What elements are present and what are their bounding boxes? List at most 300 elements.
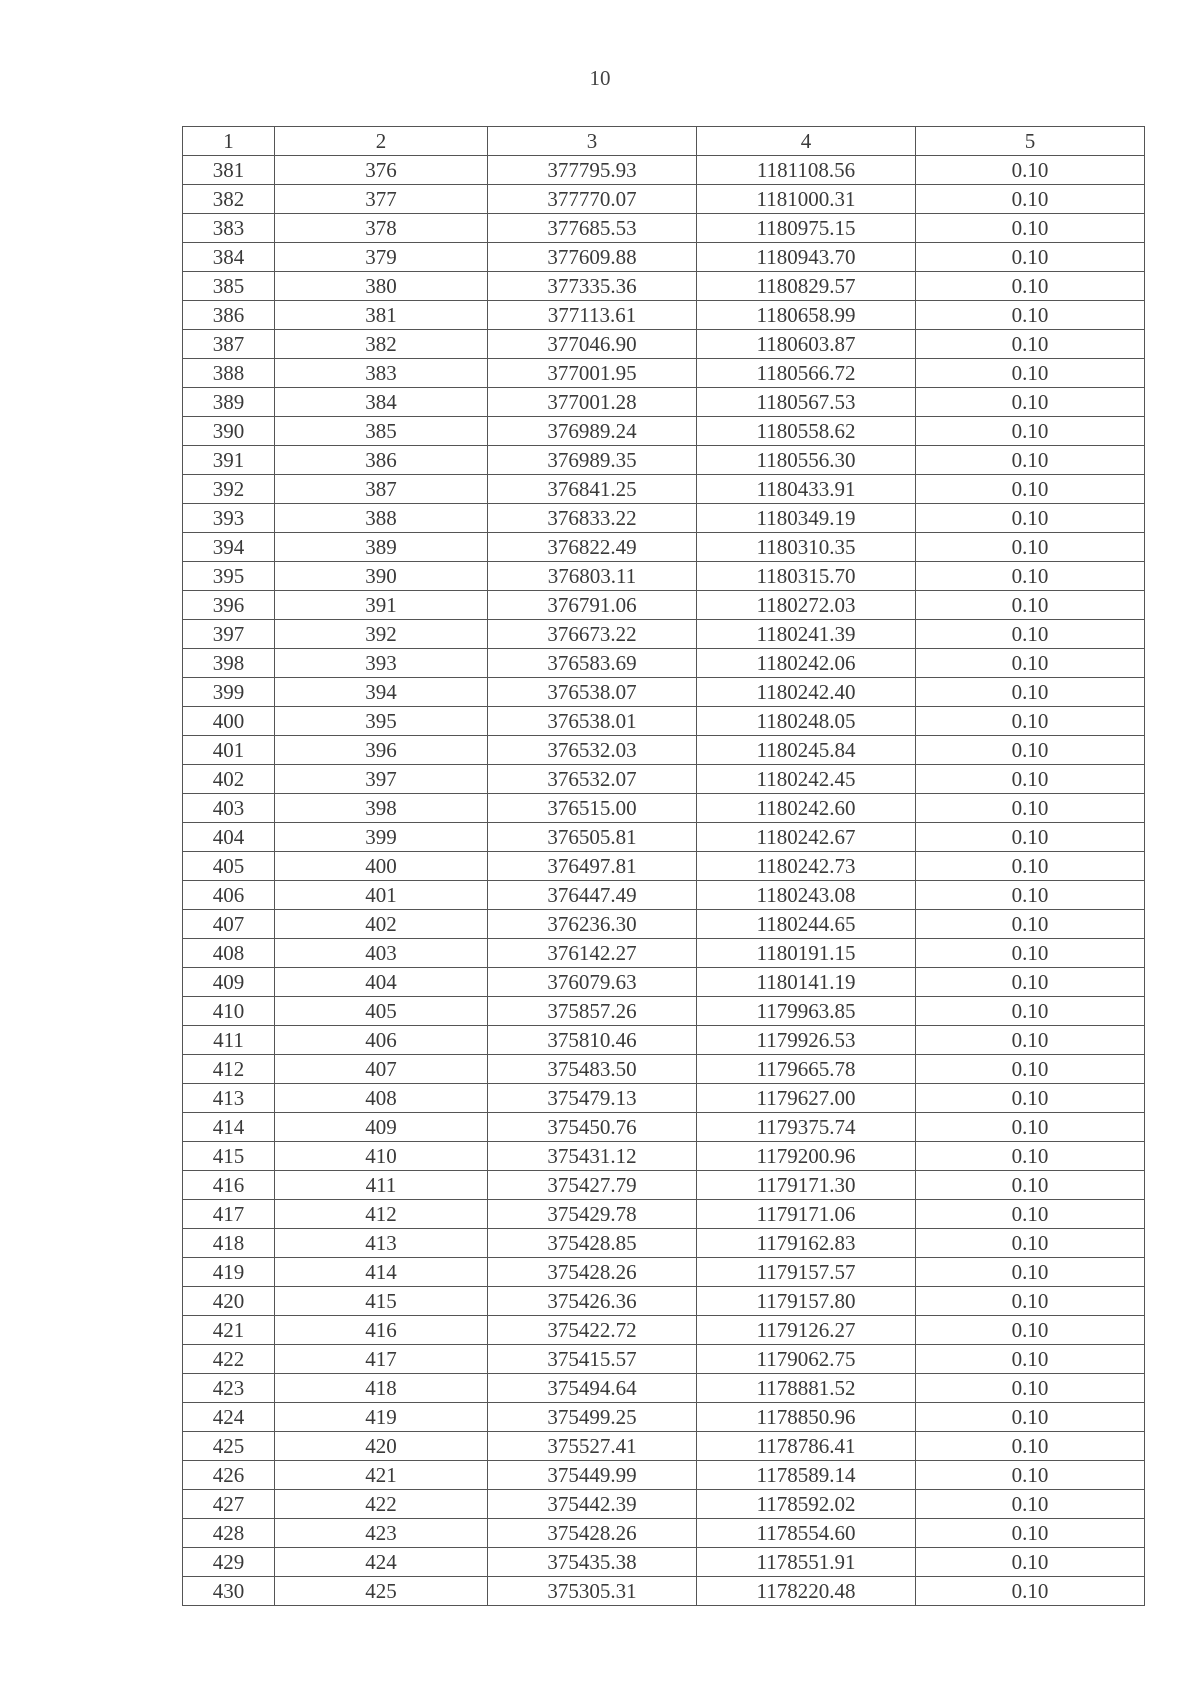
point-number-cell: 380 <box>275 272 488 301</box>
x-coordinate-cell: 375483.50 <box>488 1055 697 1084</box>
table-row <box>183 1113 1145 1142</box>
x-coordinate-cell: 375415.57 <box>488 1345 697 1374</box>
table-row <box>183 1432 1145 1461</box>
point-number-cell: 425 <box>275 1577 488 1606</box>
value-cell: 0.10 <box>916 1548 1145 1577</box>
y-coordinate-cell: 1179200.96 <box>697 1142 916 1171</box>
table-row <box>183 446 1145 475</box>
point-number-cell: 422 <box>275 1490 488 1519</box>
point-number-cell: 410 <box>275 1142 488 1171</box>
value-cell: 0.10 <box>916 910 1145 939</box>
row-number-cell: 426 <box>183 1461 275 1490</box>
x-coordinate-cell: 376989.24 <box>488 417 697 446</box>
point-number-cell: 392 <box>275 620 488 649</box>
value-cell: 0.10 <box>916 1113 1145 1142</box>
table-row <box>183 1229 1145 1258</box>
x-coordinate-cell: 375857.26 <box>488 997 697 1026</box>
row-number-cell: 428 <box>183 1519 275 1548</box>
y-coordinate-cell: 1180658.99 <box>697 301 916 330</box>
table-row <box>183 1258 1145 1287</box>
table-row <box>183 823 1145 852</box>
y-coordinate-cell: 1179627.00 <box>697 1084 916 1113</box>
value-cell: 0.10 <box>916 968 1145 997</box>
x-coordinate-cell: 376532.07 <box>488 765 697 794</box>
table-row <box>183 1490 1145 1519</box>
x-coordinate-cell: 377113.61 <box>488 301 697 330</box>
row-number-cell: 399 <box>183 678 275 707</box>
row-number-cell: 383 <box>183 214 275 243</box>
y-coordinate-cell: 1179665.78 <box>697 1055 916 1084</box>
x-coordinate-cell: 376497.81 <box>488 852 697 881</box>
row-number-cell: 409 <box>183 968 275 997</box>
y-coordinate-cell: 1180315.70 <box>697 562 916 591</box>
column-header-5: 5 <box>916 127 1145 156</box>
x-coordinate-cell: 375428.85 <box>488 1229 697 1258</box>
value-cell: 0.10 <box>916 736 1145 765</box>
x-coordinate-cell: 375428.26 <box>488 1258 697 1287</box>
x-coordinate-cell: 375527.41 <box>488 1432 697 1461</box>
value-cell: 0.10 <box>916 1432 1145 1461</box>
table-row <box>183 910 1145 939</box>
row-number-cell: 386 <box>183 301 275 330</box>
row-number-cell: 395 <box>183 562 275 591</box>
point-number-cell: 415 <box>275 1287 488 1316</box>
table-row <box>183 1345 1145 1374</box>
value-cell: 0.10 <box>916 881 1145 910</box>
row-number-cell: 420 <box>183 1287 275 1316</box>
table-row <box>183 1403 1145 1432</box>
value-cell: 0.10 <box>916 678 1145 707</box>
row-number-cell: 384 <box>183 243 275 272</box>
value-cell: 0.10 <box>916 591 1145 620</box>
point-number-cell: 403 <box>275 939 488 968</box>
y-coordinate-cell: 1180141.19 <box>697 968 916 997</box>
row-number-cell: 404 <box>183 823 275 852</box>
table-row <box>183 736 1145 765</box>
table-header <box>183 127 1145 156</box>
table-row <box>183 707 1145 736</box>
value-cell: 0.10 <box>916 620 1145 649</box>
row-number-cell: 390 <box>183 417 275 446</box>
y-coordinate-cell: 1180242.60 <box>697 794 916 823</box>
y-coordinate-cell: 1178881.52 <box>697 1374 916 1403</box>
table-row <box>183 185 1145 214</box>
table-row <box>183 243 1145 272</box>
point-number-cell: 407 <box>275 1055 488 1084</box>
point-number-cell: 383 <box>275 359 488 388</box>
x-coordinate-cell: 377001.95 <box>488 359 697 388</box>
y-coordinate-cell: 1179162.83 <box>697 1229 916 1258</box>
value-cell: 0.10 <box>916 1084 1145 1113</box>
x-coordinate-cell: 376236.30 <box>488 910 697 939</box>
row-number-cell: 424 <box>183 1403 275 1432</box>
x-coordinate-cell: 376505.81 <box>488 823 697 852</box>
value-cell: 0.10 <box>916 794 1145 823</box>
x-coordinate-cell: 377046.90 <box>488 330 697 359</box>
value-cell: 0.10 <box>916 1403 1145 1432</box>
row-number-cell: 391 <box>183 446 275 475</box>
value-cell: 0.10 <box>916 533 1145 562</box>
value-cell: 0.10 <box>916 649 1145 678</box>
y-coordinate-cell: 1180829.57 <box>697 272 916 301</box>
table-row <box>183 156 1145 185</box>
x-coordinate-cell: 377609.88 <box>488 243 697 272</box>
row-number-cell: 389 <box>183 388 275 417</box>
value-cell: 0.10 <box>916 1519 1145 1548</box>
row-number-cell: 382 <box>183 185 275 214</box>
x-coordinate-cell: 376791.06 <box>488 591 697 620</box>
x-coordinate-cell: 375305.31 <box>488 1577 697 1606</box>
table-row <box>183 1055 1145 1084</box>
x-coordinate-cell: 375429.78 <box>488 1200 697 1229</box>
x-coordinate-cell: 377001.28 <box>488 388 697 417</box>
x-coordinate-cell: 375810.46 <box>488 1026 697 1055</box>
row-number-cell: 415 <box>183 1142 275 1171</box>
y-coordinate-cell: 1180272.03 <box>697 591 916 620</box>
point-number-cell: 376 <box>275 156 488 185</box>
point-number-cell: 394 <box>275 678 488 707</box>
x-coordinate-cell: 376142.27 <box>488 939 697 968</box>
point-number-cell: 381 <box>275 301 488 330</box>
table-row <box>183 591 1145 620</box>
value-cell: 0.10 <box>916 504 1145 533</box>
x-coordinate-cell: 375450.76 <box>488 1113 697 1142</box>
point-number-cell: 400 <box>275 852 488 881</box>
table-row <box>183 533 1145 562</box>
table-body <box>183 156 1145 1606</box>
row-number-cell: 429 <box>183 1548 275 1577</box>
x-coordinate-cell: 375499.25 <box>488 1403 697 1432</box>
table-row <box>183 1171 1145 1200</box>
x-coordinate-cell: 375431.12 <box>488 1142 697 1171</box>
value-cell: 0.10 <box>916 1171 1145 1200</box>
row-number-cell: 425 <box>183 1432 275 1461</box>
value-cell: 0.10 <box>916 997 1145 1026</box>
x-coordinate-cell: 376515.00 <box>488 794 697 823</box>
row-number-cell: 393 <box>183 504 275 533</box>
value-cell: 0.10 <box>916 1026 1145 1055</box>
x-coordinate-cell: 376822.49 <box>488 533 697 562</box>
y-coordinate-cell: 1180245.84 <box>697 736 916 765</box>
value-cell: 0.10 <box>916 185 1145 214</box>
row-number-cell: 385 <box>183 272 275 301</box>
point-number-cell: 382 <box>275 330 488 359</box>
row-number-cell: 422 <box>183 1345 275 1374</box>
x-coordinate-cell: 376583.69 <box>488 649 697 678</box>
value-cell: 0.10 <box>916 1461 1145 1490</box>
x-coordinate-cell: 375427.79 <box>488 1171 697 1200</box>
point-number-cell: 398 <box>275 794 488 823</box>
point-number-cell: 390 <box>275 562 488 591</box>
table-row <box>183 504 1145 533</box>
row-number-cell: 401 <box>183 736 275 765</box>
y-coordinate-cell: 1179171.30 <box>697 1171 916 1200</box>
y-coordinate-cell: 1180191.15 <box>697 939 916 968</box>
x-coordinate-cell: 375428.26 <box>488 1519 697 1548</box>
row-number-cell: 411 <box>183 1026 275 1055</box>
point-number-cell: 418 <box>275 1374 488 1403</box>
y-coordinate-cell: 1180558.62 <box>697 417 916 446</box>
x-coordinate-cell: 376803.11 <box>488 562 697 591</box>
y-coordinate-cell: 1180242.40 <box>697 678 916 707</box>
y-coordinate-cell: 1179126.27 <box>697 1316 916 1345</box>
point-number-cell: 393 <box>275 649 488 678</box>
point-number-cell: 385 <box>275 417 488 446</box>
table-row <box>183 765 1145 794</box>
table-row <box>183 359 1145 388</box>
y-coordinate-cell: 1180556.30 <box>697 446 916 475</box>
y-coordinate-cell: 1179171.06 <box>697 1200 916 1229</box>
point-number-cell: 391 <box>275 591 488 620</box>
point-number-cell: 377 <box>275 185 488 214</box>
table-row <box>183 997 1145 1026</box>
table-row <box>183 301 1145 330</box>
row-number-cell: 423 <box>183 1374 275 1403</box>
y-coordinate-cell: 1178786.41 <box>697 1432 916 1461</box>
x-coordinate-cell: 375449.99 <box>488 1461 697 1490</box>
x-coordinate-cell: 377335.36 <box>488 272 697 301</box>
table-row <box>183 1026 1145 1055</box>
row-number-cell: 406 <box>183 881 275 910</box>
value-cell: 0.10 <box>916 1345 1145 1374</box>
row-number-cell: 398 <box>183 649 275 678</box>
point-number-cell: 402 <box>275 910 488 939</box>
value-cell: 0.10 <box>916 765 1145 794</box>
x-coordinate-cell: 376833.22 <box>488 504 697 533</box>
y-coordinate-cell: 1180433.91 <box>697 475 916 504</box>
y-coordinate-cell: 1178220.48 <box>697 1577 916 1606</box>
x-coordinate-cell: 375479.13 <box>488 1084 697 1113</box>
value-cell: 0.10 <box>916 1229 1145 1258</box>
y-coordinate-cell: 1178589.14 <box>697 1461 916 1490</box>
row-number-cell: 381 <box>183 156 275 185</box>
point-number-cell: 399 <box>275 823 488 852</box>
value-cell: 0.10 <box>916 1200 1145 1229</box>
y-coordinate-cell: 1180567.53 <box>697 388 916 417</box>
point-number-cell: 404 <box>275 968 488 997</box>
value-cell: 0.10 <box>916 214 1145 243</box>
point-number-cell: 389 <box>275 533 488 562</box>
row-number-cell: 416 <box>183 1171 275 1200</box>
table-row <box>183 939 1145 968</box>
y-coordinate-cell: 1178592.02 <box>697 1490 916 1519</box>
table-row <box>183 1200 1145 1229</box>
row-number-cell: 392 <box>183 475 275 504</box>
x-coordinate-cell: 377770.07 <box>488 185 697 214</box>
point-number-cell: 405 <box>275 997 488 1026</box>
x-coordinate-cell: 376447.49 <box>488 881 697 910</box>
y-coordinate-cell: 1179157.80 <box>697 1287 916 1316</box>
y-coordinate-cell: 1180566.72 <box>697 359 916 388</box>
row-number-cell: 403 <box>183 794 275 823</box>
point-number-cell: 386 <box>275 446 488 475</box>
value-cell: 0.10 <box>916 707 1145 736</box>
y-coordinate-cell: 1181108.56 <box>697 156 916 185</box>
table-row <box>183 852 1145 881</box>
y-coordinate-cell: 1179963.85 <box>697 997 916 1026</box>
point-number-cell: 416 <box>275 1316 488 1345</box>
x-coordinate-cell: 376841.25 <box>488 475 697 504</box>
x-coordinate-cell: 375494.64 <box>488 1374 697 1403</box>
value-cell: 0.10 <box>916 272 1145 301</box>
header-row <box>183 127 1145 156</box>
page-number: 10 <box>589 66 611 90</box>
point-number-cell: 421 <box>275 1461 488 1490</box>
y-coordinate-cell: 1180242.06 <box>697 649 916 678</box>
value-cell: 0.10 <box>916 301 1145 330</box>
table-row <box>183 272 1145 301</box>
point-number-cell: 417 <box>275 1345 488 1374</box>
y-coordinate-cell: 1180943.70 <box>697 243 916 272</box>
point-number-cell: 412 <box>275 1200 488 1229</box>
x-coordinate-cell: 377795.93 <box>488 156 697 185</box>
x-coordinate-cell: 376673.22 <box>488 620 697 649</box>
row-number-cell: 413 <box>183 1084 275 1113</box>
value-cell: 0.10 <box>916 823 1145 852</box>
y-coordinate-cell: 1179157.57 <box>697 1258 916 1287</box>
value-cell: 0.10 <box>916 852 1145 881</box>
table-row <box>183 1084 1145 1113</box>
row-number-cell: 397 <box>183 620 275 649</box>
table-row <box>183 1519 1145 1548</box>
row-number-cell: 412 <box>183 1055 275 1084</box>
table-row <box>183 1577 1145 1606</box>
row-number-cell: 407 <box>183 910 275 939</box>
y-coordinate-cell: 1180603.87 <box>697 330 916 359</box>
point-number-cell: 424 <box>275 1548 488 1577</box>
x-coordinate-cell: 376079.63 <box>488 968 697 997</box>
y-coordinate-cell: 1181000.31 <box>697 185 916 214</box>
table-row <box>183 794 1145 823</box>
y-coordinate-cell: 1179062.75 <box>697 1345 916 1374</box>
point-number-cell: 387 <box>275 475 488 504</box>
table-row <box>183 1374 1145 1403</box>
table-row <box>183 1142 1145 1171</box>
point-number-cell: 397 <box>275 765 488 794</box>
y-coordinate-cell: 1178554.60 <box>697 1519 916 1548</box>
x-coordinate-cell: 375442.39 <box>488 1490 697 1519</box>
table-row <box>183 620 1145 649</box>
point-number-cell: 378 <box>275 214 488 243</box>
table-row <box>183 562 1145 591</box>
x-coordinate-cell: 375435.38 <box>488 1548 697 1577</box>
point-number-cell: 395 <box>275 707 488 736</box>
row-number-cell: 408 <box>183 939 275 968</box>
table-row <box>183 214 1145 243</box>
row-number-cell: 396 <box>183 591 275 620</box>
x-coordinate-cell: 377685.53 <box>488 214 697 243</box>
y-coordinate-cell: 1180975.15 <box>697 214 916 243</box>
value-cell: 0.10 <box>916 417 1145 446</box>
y-coordinate-cell: 1180242.45 <box>697 765 916 794</box>
point-number-cell: 406 <box>275 1026 488 1055</box>
value-cell: 0.10 <box>916 939 1145 968</box>
y-coordinate-cell: 1178551.91 <box>697 1548 916 1577</box>
y-coordinate-cell: 1179375.74 <box>697 1113 916 1142</box>
value-cell: 0.10 <box>916 1316 1145 1345</box>
value-cell: 0.10 <box>916 1258 1145 1287</box>
row-number-cell: 430 <box>183 1577 275 1606</box>
x-coordinate-cell: 376989.35 <box>488 446 697 475</box>
column-header-1: 1 <box>183 127 275 156</box>
row-number-cell: 414 <box>183 1113 275 1142</box>
point-number-cell: 388 <box>275 504 488 533</box>
value-cell: 0.10 <box>916 243 1145 272</box>
value-cell: 0.10 <box>916 1577 1145 1606</box>
table-row <box>183 417 1145 446</box>
table-row <box>183 968 1145 997</box>
row-number-cell: 417 <box>183 1200 275 1229</box>
row-number-cell: 387 <box>183 330 275 359</box>
point-number-cell: 411 <box>275 1171 488 1200</box>
point-number-cell: 420 <box>275 1432 488 1461</box>
y-coordinate-cell: 1180242.67 <box>697 823 916 852</box>
x-coordinate-cell: 375422.72 <box>488 1316 697 1345</box>
y-coordinate-cell: 1180310.35 <box>697 533 916 562</box>
y-coordinate-cell: 1180241.39 <box>697 620 916 649</box>
row-number-cell: 421 <box>183 1316 275 1345</box>
x-coordinate-cell: 376538.01 <box>488 707 697 736</box>
value-cell: 0.10 <box>916 330 1145 359</box>
point-number-cell: 408 <box>275 1084 488 1113</box>
row-number-cell: 388 <box>183 359 275 388</box>
row-number-cell: 400 <box>183 707 275 736</box>
value-cell: 0.10 <box>916 1374 1145 1403</box>
y-coordinate-cell: 1180242.73 <box>697 852 916 881</box>
value-cell: 0.10 <box>916 156 1145 185</box>
table-row <box>183 1461 1145 1490</box>
point-number-cell: 414 <box>275 1258 488 1287</box>
x-coordinate-cell: 375426.36 <box>488 1287 697 1316</box>
value-cell: 0.10 <box>916 359 1145 388</box>
y-coordinate-cell: 1180248.05 <box>697 707 916 736</box>
column-header-2: 2 <box>275 127 488 156</box>
table-row <box>183 1287 1145 1316</box>
table-row <box>183 330 1145 359</box>
row-number-cell: 402 <box>183 765 275 794</box>
value-cell: 0.10 <box>916 1490 1145 1519</box>
column-header-3: 3 <box>488 127 697 156</box>
y-coordinate-cell: 1178850.96 <box>697 1403 916 1432</box>
point-number-cell: 396 <box>275 736 488 765</box>
value-cell: 0.10 <box>916 1055 1145 1084</box>
row-number-cell: 405 <box>183 852 275 881</box>
y-coordinate-cell: 1179926.53 <box>697 1026 916 1055</box>
point-number-cell: 413 <box>275 1229 488 1258</box>
table-row <box>183 475 1145 504</box>
point-number-cell: 401 <box>275 881 488 910</box>
y-coordinate-cell: 1180244.65 <box>697 910 916 939</box>
table-row <box>183 1548 1145 1577</box>
value-cell: 0.10 <box>916 475 1145 504</box>
x-coordinate-cell: 376532.03 <box>488 736 697 765</box>
coordinates-table <box>182 126 1145 1606</box>
y-coordinate-cell: 1180349.19 <box>697 504 916 533</box>
point-number-cell: 409 <box>275 1113 488 1142</box>
y-coordinate-cell: 1180243.08 <box>697 881 916 910</box>
row-number-cell: 410 <box>183 997 275 1026</box>
point-number-cell: 384 <box>275 388 488 417</box>
value-cell: 0.10 <box>916 388 1145 417</box>
table-row <box>183 678 1145 707</box>
value-cell: 0.10 <box>916 446 1145 475</box>
table-row <box>183 649 1145 678</box>
row-number-cell: 394 <box>183 533 275 562</box>
row-number-cell: 418 <box>183 1229 275 1258</box>
row-number-cell: 427 <box>183 1490 275 1519</box>
value-cell: 0.10 <box>916 1287 1145 1316</box>
table-row <box>183 1316 1145 1345</box>
